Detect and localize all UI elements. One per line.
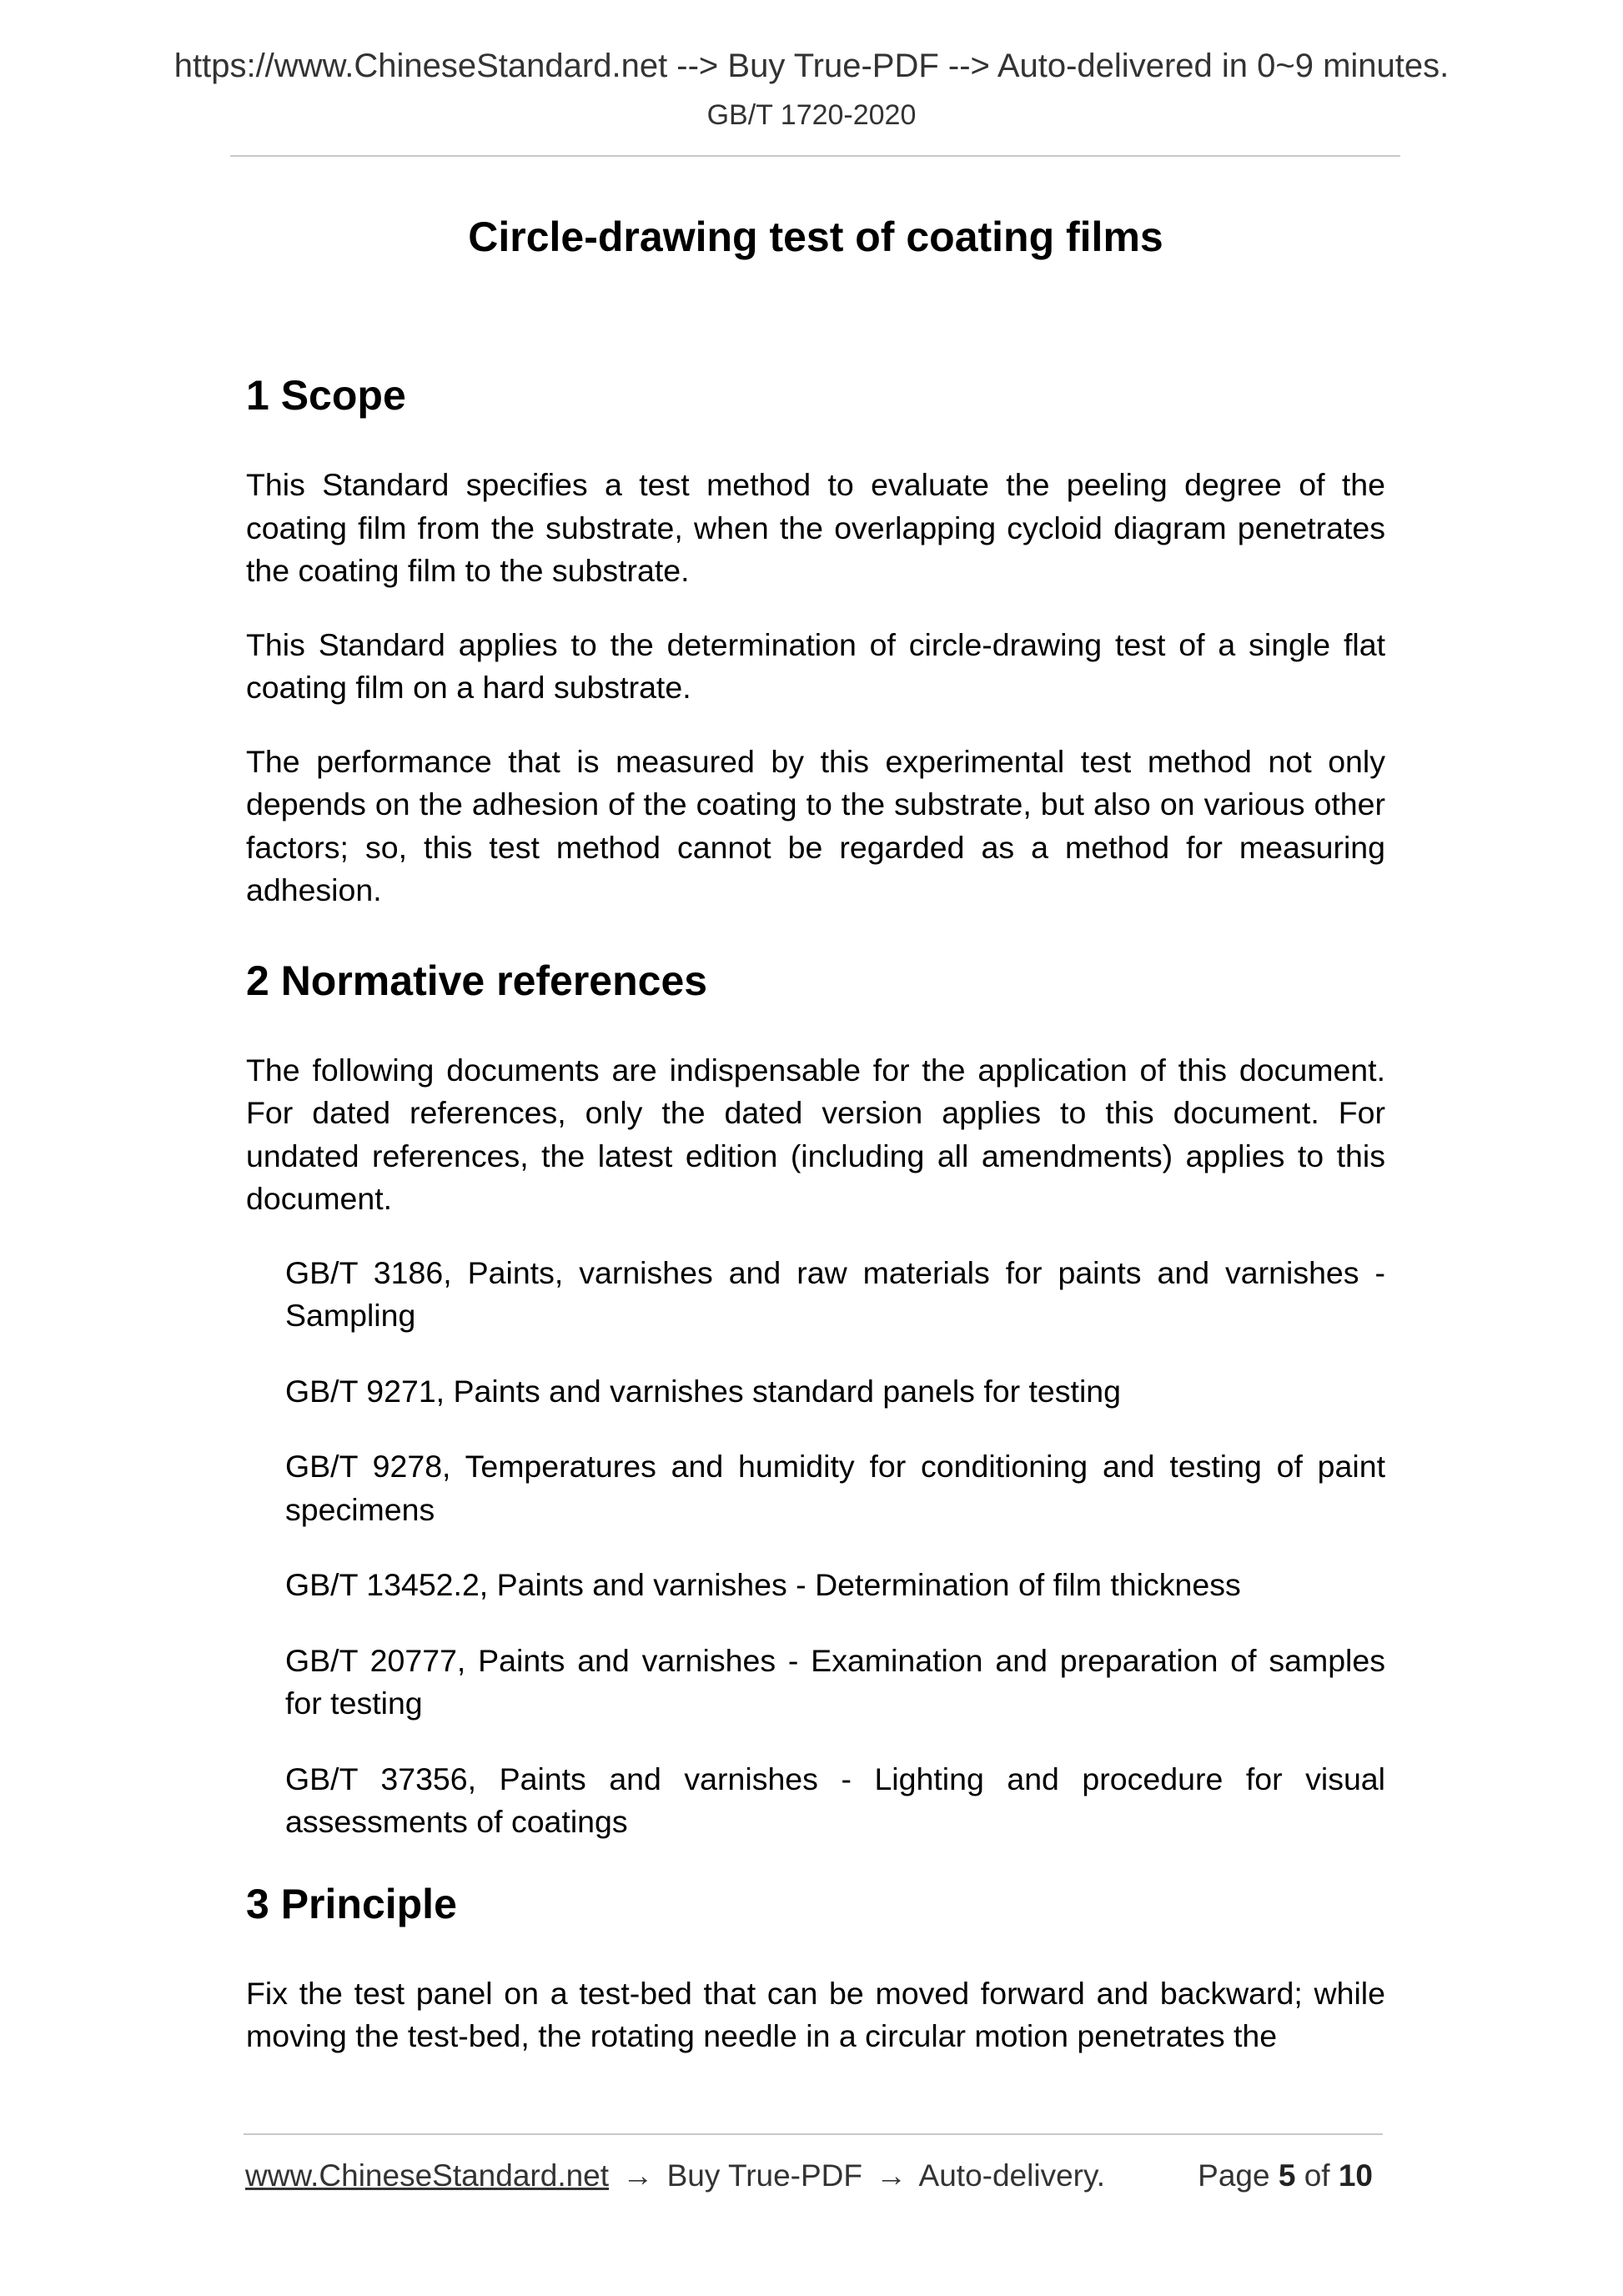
document-body bbox=[246, 200, 1385, 2058]
arrow-right-icon: → bbox=[622, 2158, 654, 2193]
section-heading-normative-references: 2 Normative references bbox=[246, 957, 708, 1004]
footer-delivery-text: Auto-delivery. bbox=[918, 2158, 1106, 2193]
reference-item: GB/T 20777, Paints and varnishes - Examination and preparation of samples for testing bbox=[285, 1642, 1385, 1721]
footer-site-link[interactable]: www.ChineseStandard.net bbox=[245, 2158, 610, 2193]
page-current: 5 bbox=[1278, 2158, 1296, 2193]
page-number bbox=[1198, 2158, 1373, 2193]
header-standard-code: GB/T 1720-2020 bbox=[706, 99, 917, 131]
footer-buy-text: Buy True-PDF bbox=[666, 2158, 863, 2193]
reference-item: GB/T 37356, Paints and varnishes - Lighting and procedure for visual assessments of coatings bbox=[285, 1761, 1385, 1839]
reference-list bbox=[246, 1252, 1385, 1844]
page-footer bbox=[244, 2133, 1383, 2202]
header-divider bbox=[230, 155, 1400, 157]
section-heading-scope: 1 Scope bbox=[246, 372, 406, 419]
page-header bbox=[0, 40, 1623, 135]
reference-item: GB/T 9278, Temperatures and humidity for conditioning and testing of paint specimens bbox=[285, 1449, 1385, 1527]
page-label: Page bbox=[1198, 2158, 1270, 2193]
header-url-line: https://www.ChineseStandard.net --> Buy True-PDF --> Auto-delivered in 0~9 minutes. bbox=[173, 48, 1450, 84]
principle-paragraph: Fix the test panel on a test-bed that can be moved forward and backward; while moving the test-bed, the rotating needle in a circular motion penetrates the bbox=[246, 1975, 1385, 2053]
page-total: 10 bbox=[1338, 2158, 1373, 2193]
document-title: Circle-drawing test of coating films bbox=[468, 214, 1163, 260]
reference-item: GB/T 13452.2, Paints and varnishes - Determination of film thickness bbox=[285, 1567, 1241, 1602]
page-of: of bbox=[1304, 2158, 1330, 2193]
section-heading-principle: 3 Principle bbox=[246, 1880, 457, 1927]
footer-links bbox=[245, 2158, 1105, 2193]
scope-paragraph: This Standard specifies a test method to evaluate the peeling degree of the coating film from the substrate, when the overlapping cycloid diagram penetrates the coating film to the substrate. bbox=[246, 467, 1385, 588]
reference-item: GB/T 9271, Paints and varnishes standard panels for testing bbox=[285, 1373, 1121, 1409]
reference-item: GB/T 3186, Paints, varnishes and raw materials for paints and varnishes - Sampling bbox=[285, 1254, 1385, 1333]
arrow-right-icon: → bbox=[876, 2158, 907, 2193]
scope-paragraph: This Standard applies to the determination of circle-drawing test of a single flat coating film on a hard substrate. bbox=[246, 626, 1385, 705]
scope-paragraph: The performance that is measured by this experimental test method not only depends on the adhesion of the coating to the substrate, but also on various other factors; so, this test method cannot be regarded as a method for measuring adhesion. bbox=[246, 743, 1385, 907]
references-intro-paragraph: The following documents are indispensable for the application of this document. For dated references, only the dated version applies to this document. For undated references, the latest edition (including all amendments) applies to this document. bbox=[246, 1052, 1385, 1216]
